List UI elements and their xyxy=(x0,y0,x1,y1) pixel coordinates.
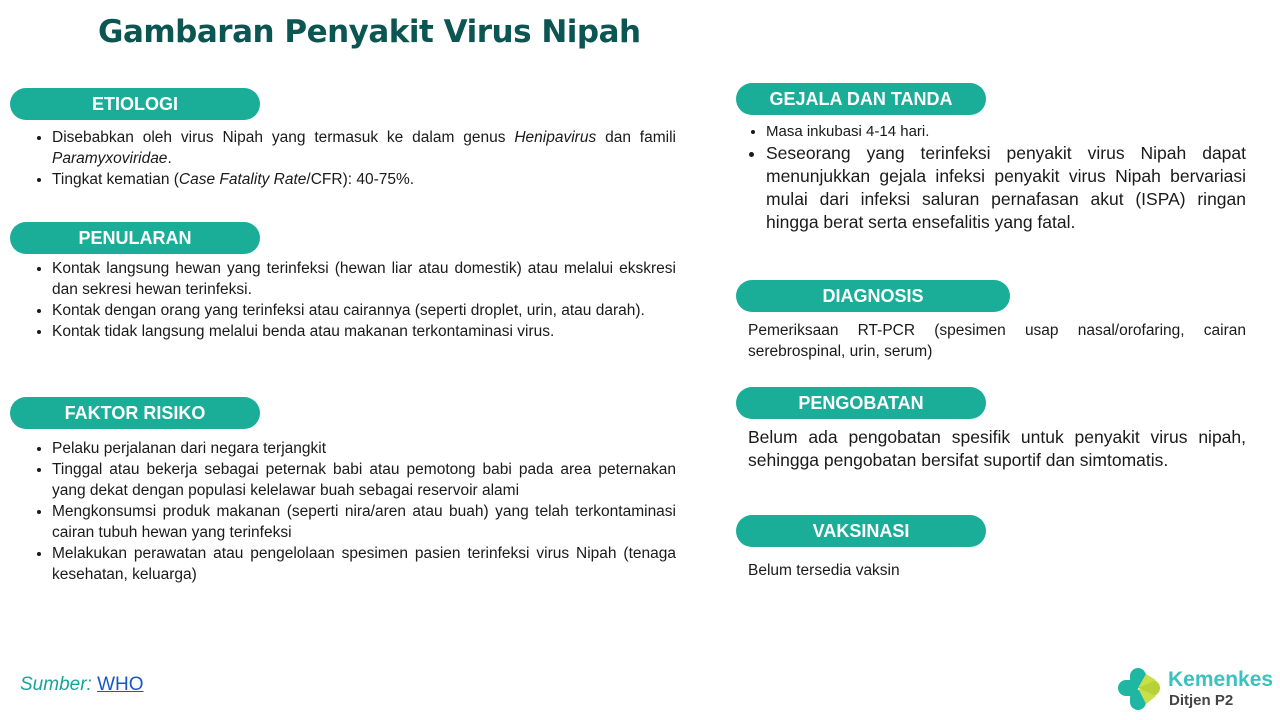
kemenkes-logo xyxy=(1116,666,1276,714)
list-item: • Kontak tidak langsung melalui benda atau makanan terkontaminasi virus. xyxy=(52,321,676,342)
pengobatan-heading: PENGOBATAN xyxy=(736,387,986,419)
gejala-heading: GEJALA DAN TANDA xyxy=(736,83,986,115)
kemenkes-logo-icon xyxy=(1116,666,1162,712)
list-item: • Melakukan perawatan atau pengelolaan spesimen pasien terinfeksi virus Nipah (tenaga kesehatan, keluarga) xyxy=(52,543,676,585)
diagnosis-heading: DIAGNOSIS xyxy=(736,280,1010,312)
vaksinasi-heading: VAKSINASI xyxy=(736,515,986,547)
gejala-section xyxy=(748,121,1246,234)
logo-name: Kemenkes xyxy=(1168,668,1274,691)
source-link[interactable]: WHO xyxy=(97,674,144,695)
list-item: • Masa inkubasi 4-14 hari. xyxy=(766,121,1246,142)
faktor-risiko-heading: FAKTOR RISIKO xyxy=(10,397,260,429)
list-item: • Disebabkan oleh virus Nipah yang termasuk ke dalam genus Henipavirus dan famili Paramyxoviridae. xyxy=(52,127,676,169)
pengobatan-text: Belum ada pengobatan spesifik untuk penyakit virus nipah, sehingga pengobatan bersifat suportif dan simtomatis. xyxy=(748,427,1246,470)
list-item: • Tinggal atau bekerja sebagai peternak babi atau pemotong babi pada area peternakan yang dekat dengan populasi kelelawar buah sebagai reservoir alami xyxy=(52,459,676,501)
list-item: • Tingkat kematian (Case Fatality Rate/CFR): 40-75%. xyxy=(52,169,676,190)
list-item: • Kontak langsung hewan yang terinfeksi (hewan liar atau domestik) atau melalui ekskresi dan sekresi hewan terinfeksi. xyxy=(52,258,676,300)
list-item: • Kontak dengan orang yang terinfeksi atau cairannya (seperti droplet, urin, atau darah). xyxy=(52,300,676,321)
vaksinasi-text: Belum tersedia vaksin xyxy=(748,562,900,579)
list-item: • Seseorang yang terinfeksi penyakit virus Nipah dapat menunjukkan gejala infeksi penyakit virus Nipah bervariasi mulai dari infeksi saluran pernafasan akut (ISPA) ringan hingga berat serta ensefalitis yang fatal. xyxy=(766,142,1246,234)
etiologi-section xyxy=(30,127,676,190)
diagnosis-text: Pemeriksaan RT-PCR (spesimen usap nasal/orofaring, cairan serebrospinal, urin, serum) xyxy=(748,322,1246,360)
faktor-risiko-section xyxy=(30,438,676,585)
source-citation xyxy=(20,674,144,696)
penularan-section xyxy=(30,258,676,342)
logo-subtitle: Ditjen P2 xyxy=(1169,692,1234,709)
source-label: Sumber: xyxy=(20,674,98,695)
penularan-heading: PENULARAN xyxy=(10,222,260,254)
list-item: • Mengkonsumsi produk makanan (seperti nira/aren atau buah) yang telah terkontaminasi cairan tubuh hewan yang terinfeksi xyxy=(52,501,676,543)
etiologi-heading: ETIOLOGI xyxy=(10,88,260,120)
list-item: • Pelaku perjalanan dari negara terjangkit xyxy=(52,438,676,459)
page-title: Gambaran Penyakit Virus Nipah xyxy=(98,14,641,50)
